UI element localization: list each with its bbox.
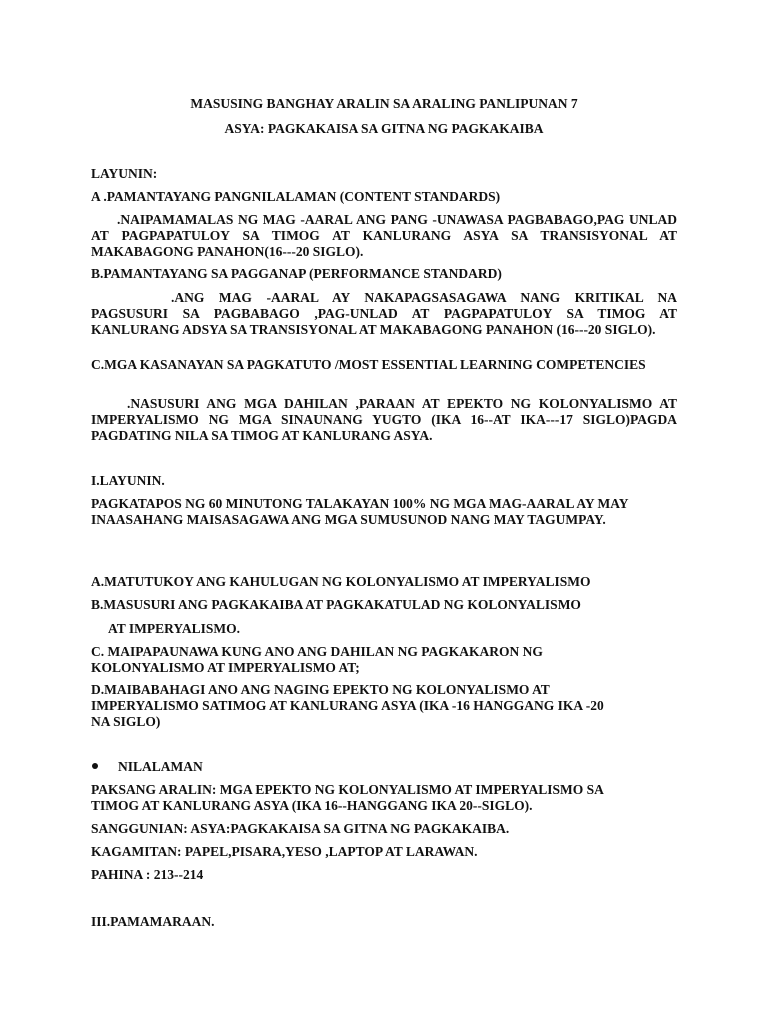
bullet-icon bbox=[92, 763, 98, 769]
reference-line: SANGGUNIAN: ASYA:PAGKAKAISA SA GITNA NG PAGKAKAIBA. bbox=[91, 821, 510, 836]
objective-item-b-line1: B.MASUSURI ANG PAGKAKAIBA AT PAGKAKATULAD NG KOLONYALISMO bbox=[91, 597, 581, 612]
pages-line: PAHINA : 213--214 bbox=[91, 867, 204, 882]
materials-line: KAGAMITAN: PAPEL,PISARA,YESO ,LAPTOP AT LARAWAN. bbox=[91, 844, 478, 859]
document-subtitle: ASYA: PAGKAKAISA SA GITNA NG PAGKAKAIBA bbox=[224, 121, 544, 136]
objective-item-c-line1: C. MAIPAPAUNAWA KUNG ANO ANG DAHILAN NG PAGKAKARON NG bbox=[91, 644, 543, 659]
objective-item-c-line2: KOLONYALISMO AT IMPERYALISMO AT; bbox=[91, 660, 360, 675]
objective-item-d-line2: IMPERYALISMO SATIMOG AT KANLURANG ASYA (IKA -16 HANGGANG IKA -20 bbox=[91, 698, 604, 713]
section-one-intro: PAGKATAPOS NG 60 MINUTONG TALAKAYAN 100% NG MGA MAG-AARAL AY MAY INAASAHANG MAISASAGAWA ANG MGA SUMUSUNOD NANG MAY TAGUMPAY. bbox=[91, 496, 629, 527]
content-standards-heading: A .PAMANTAYANG PANGNILALAMAN (CONTENT STANDARDS) bbox=[91, 189, 501, 204]
performance-standard-heading: B.PAMANTAYANG SA PAGGANAP (PERFORMANCE STANDARD) bbox=[91, 266, 502, 281]
topic-line2: TIMOG AT KANLURANG ASYA (IKA 16--HANGGANG IKA 20--SIGLO). bbox=[91, 798, 533, 813]
objective-item-d-line3: NA SIGLO) bbox=[91, 714, 161, 729]
content-standards-text: .NAIPAMAMALAS NG MAG -AARAL ANG PANG -UNAWASA PAGBABAGO,PAG UNLAD AT PAGPAPATULOY SA TIMOG AT KANLURANG ASYA SA TRANSISYONAL AT MAKABAGONG PANAHON(16---20 SIGLO). bbox=[91, 212, 677, 259]
competencies-heading: C.MGA KASANAYAN SA PAGKATUTO /MOST ESSENTIAL LEARNING COMPETENCIES bbox=[91, 357, 646, 372]
topic-line1: PAKSANG ARALIN: MGA EPEKTO NG KOLONYALISMO AT IMPERYALISMO SA bbox=[91, 782, 604, 797]
content-heading: NILALAMAN bbox=[118, 759, 203, 774]
objective-item-a: A.MATUTUKOY ANG KAHULUGAN NG KOLONYALISMO AT IMPERYALISMO bbox=[91, 574, 591, 589]
section-one-heading: I.LAYUNIN. bbox=[91, 473, 165, 488]
objective-item-b-line2: AT IMPERYALISMO. bbox=[108, 621, 241, 636]
document-title: MASUSING BANGHAY ARALIN SA ARALING PANLIPUNAN 7 bbox=[190, 96, 578, 111]
objectives-heading: LAYUNIN: bbox=[91, 166, 158, 181]
competencies-text: .NASUSURI ANG MGA DAHILAN ,PARAAN AT EPEKTO NG KOLONYALISMO AT IMPERYALISMO NG MGA SINAUNANG YUGTO (IKA 16--AT IKA---17 SIGLO)PAGDA PAGDATING NILA SA TIMOG AT KANLURANG ASYA. bbox=[91, 396, 677, 443]
section-three-heading: III.PAMAMARAAN. bbox=[91, 914, 215, 929]
objective-item-d-line1: D.MAIBABAHAGI ANO ANG NAGING EPEKTO NG KOLONYALISMO AT bbox=[91, 682, 550, 697]
performance-standard-text: .ANG MAG -AARAL AY NAKAPAGSASAGAWA NANG KRITIKAL NA PAGSUSURI SA PAGBABAGO ,PAG-UNLAD AT PAGPAPATULOY SA TIMOG AT KANLURANG ADSYA SA TRANSISYONAL AT MAKABAGONG PANAHON (16---20 SIGLO). bbox=[91, 290, 677, 337]
